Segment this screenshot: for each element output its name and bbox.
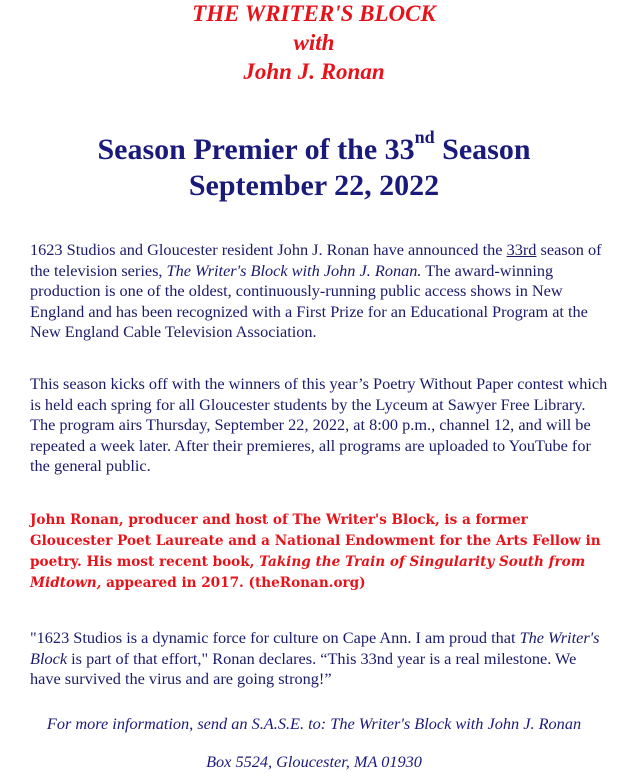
headline-text: Season Premier of the 33 [97, 133, 415, 166]
quote-paragraph [30, 628, 610, 690]
season-number: 33rd [506, 240, 537, 259]
host-bio [30, 510, 610, 594]
headline-superscript: nd [414, 127, 435, 147]
announcement-text: 1623 Studios and Gloucester resident John J. Ronan have announced the [30, 240, 507, 259]
mailing-address: Box 5524, Gloucester, MA 01930 [206, 752, 422, 771]
announcement-paragraph [30, 240, 610, 343]
quote-show-title: The Writer's Block [30, 628, 600, 668]
season-paragraph: This season kicks off with the winners of this year’s Poetry Without Paper contest which is held each spring for all Gloucester students by the Lyceum at Sawyer Free Library. The program airs Thursday, September 22, 2022, at 8:00 p.m., channel 12, and will be repeated a week later. After their premieres, all programs are uploaded to YouTube for the general public. [30, 374, 608, 475]
quote-text: "1623 Studios is a dynamic force for culture on Cape Ann. I am proud that [30, 628, 520, 647]
season-headline [0, 127, 628, 168]
announcement-text-3: The award-winning production is one of the oldest, continuously-running public access shows in New England and has been recognized with a First Prize for an Educational Program at the New England Cable Television Association. [30, 260, 588, 341]
headline-suffix: Season [434, 133, 531, 166]
host-name: John J. Ronan [243, 59, 385, 84]
show-title-with: with [293, 30, 335, 55]
series-title: The Writer's Block with John J. Ronan. [166, 260, 422, 280]
announcement-text-2: season of the television series, [30, 240, 602, 280]
bio-text-2: appeared in 2017. (theRonan.org) [101, 575, 366, 591]
quote-text-2: is part of that effort," Ronan declares. “This 33nd year is a real milestone. We have survived the virus and are going strong!” [30, 648, 577, 688]
book-title: Taking the Train of Singularity South from Midtown, [30, 554, 586, 591]
bio-text: John Ronan, producer and host of The Writer's Block, is a former Gloucester Poet Laureate and a National Endowment for the Arts Fellow in poetry. His most recent book, [30, 512, 601, 570]
show-title: THE WRITER'S BLOCK [192, 1, 436, 26]
premiere-date: September 22, 2022 [188, 169, 440, 202]
contact-info: For more information, send an S.A.S.E. to: The Writer's Block with John J. Ronan [46, 714, 582, 733]
